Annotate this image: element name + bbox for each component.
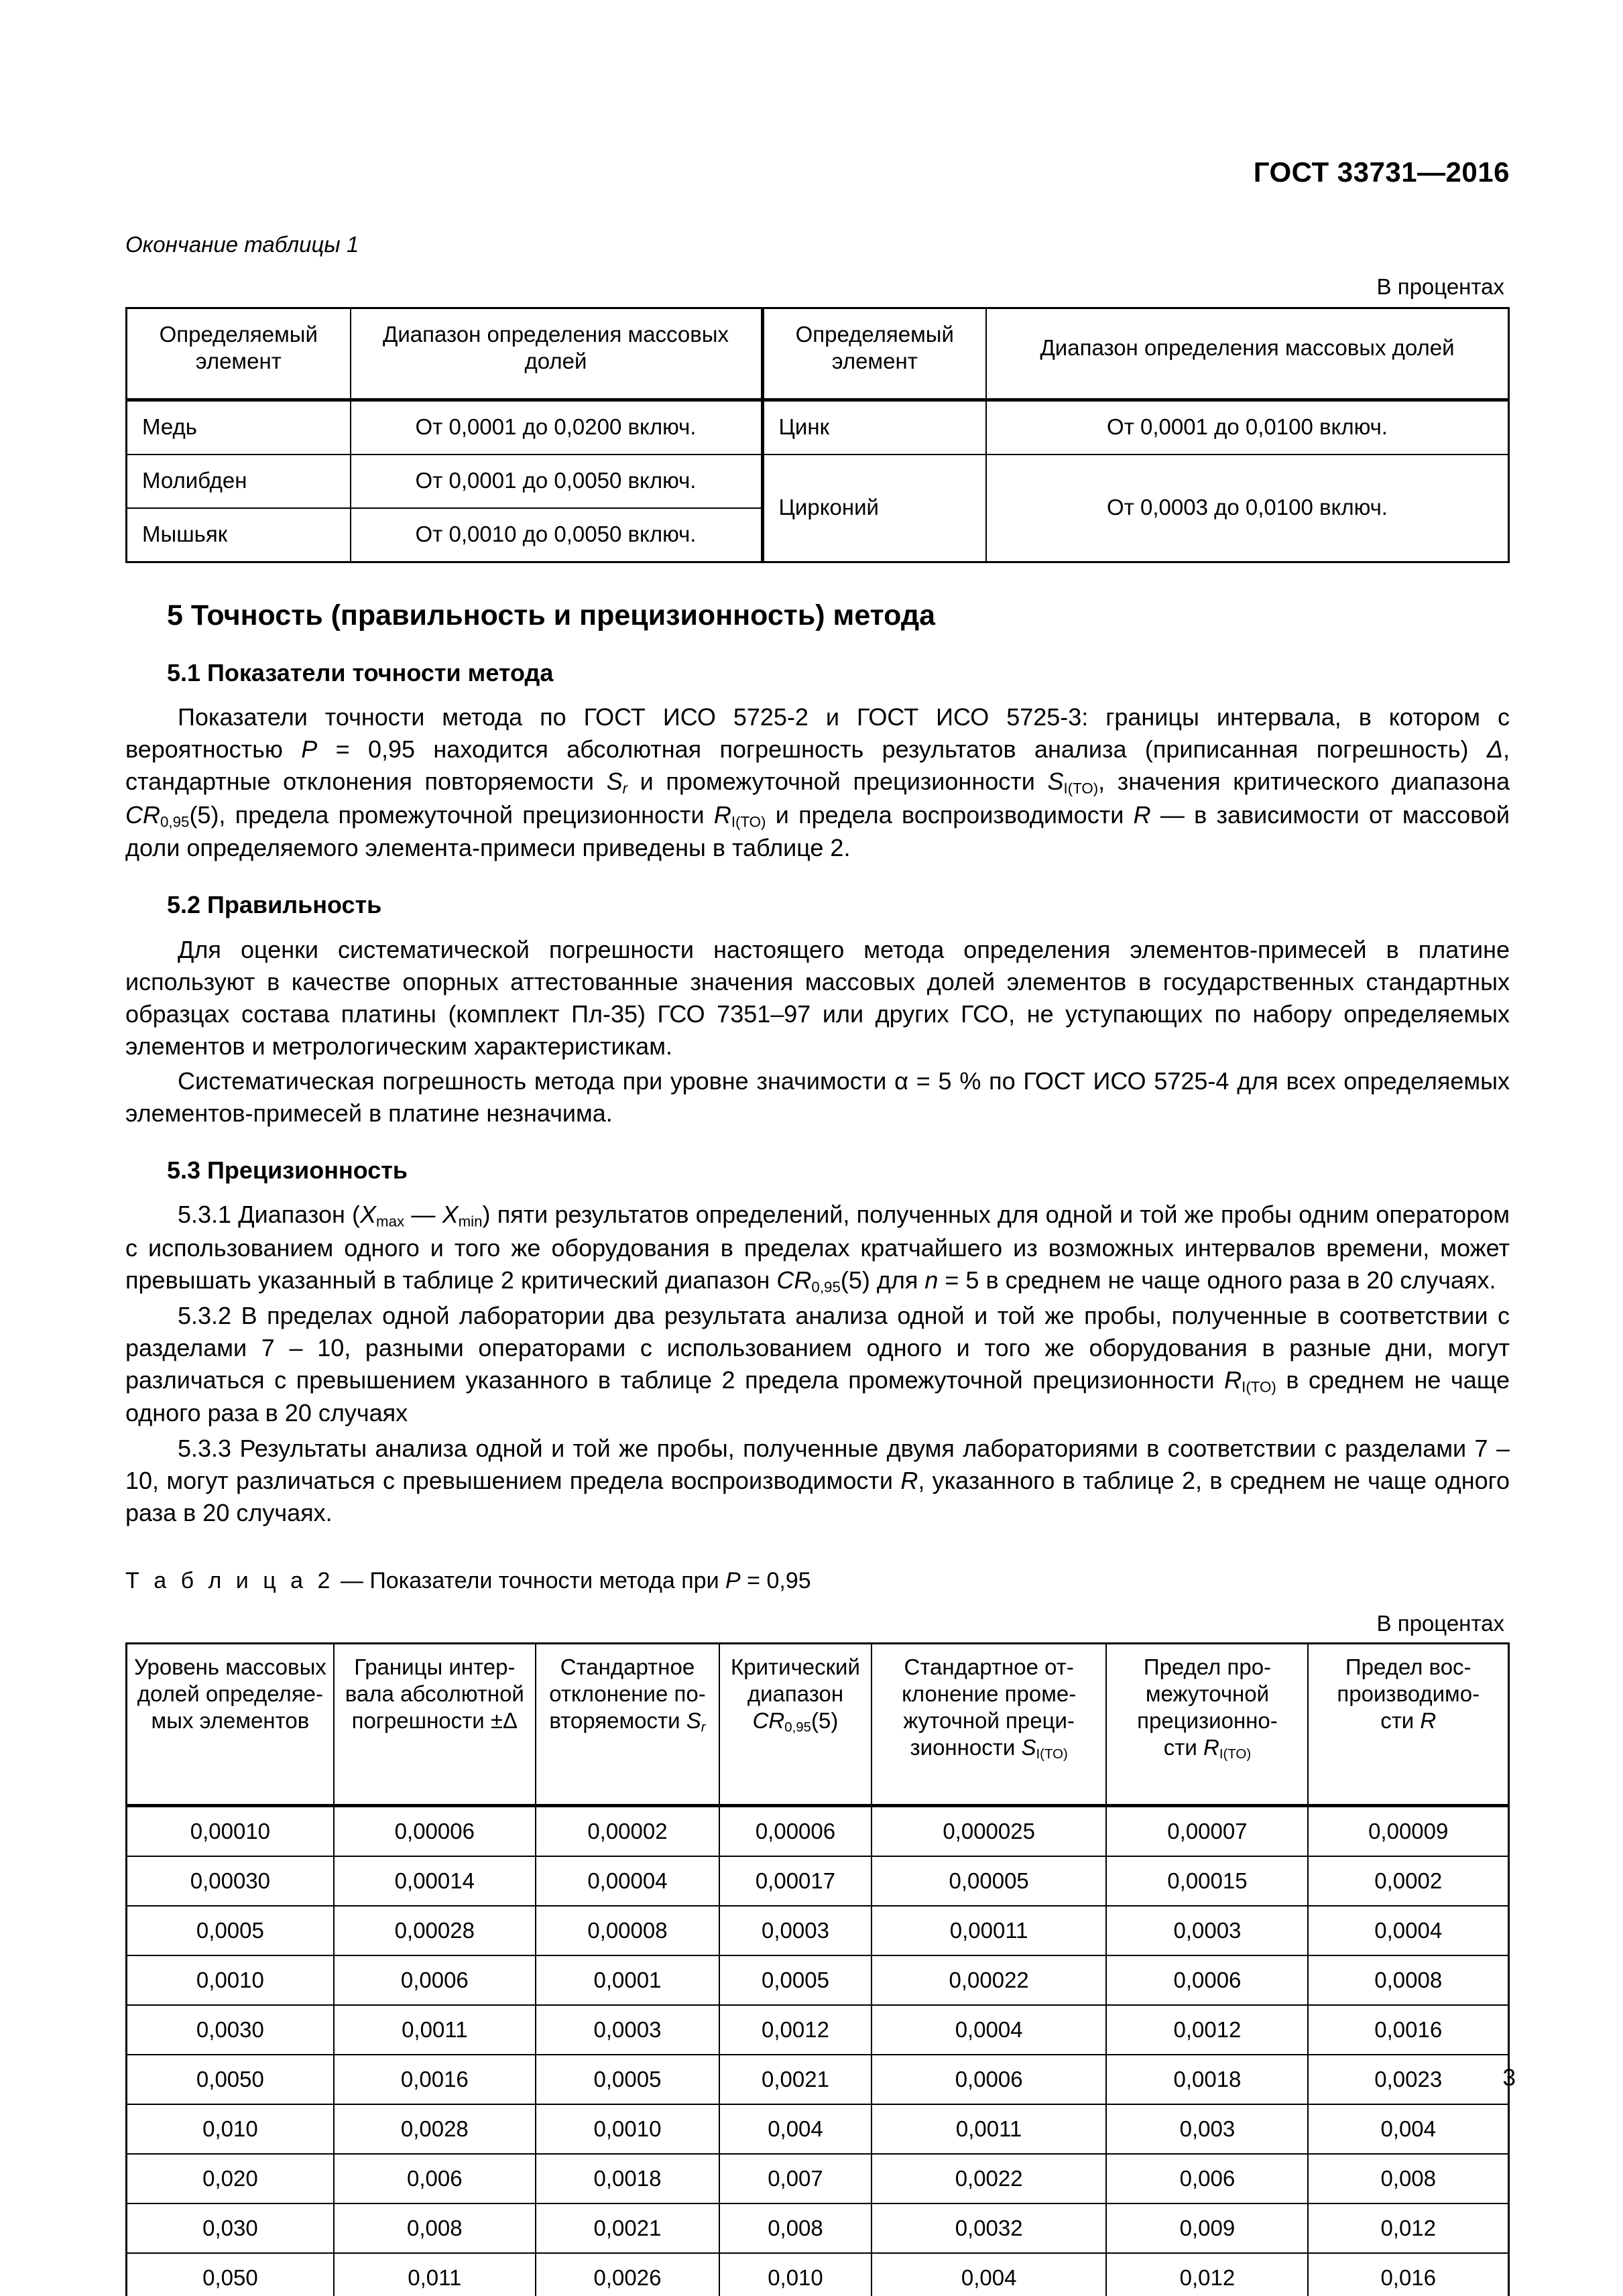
table2-cell: 0,004: [871, 2253, 1107, 2296]
table1-cell-element: Цинк: [762, 400, 986, 455]
table-row: [127, 1906, 1509, 1955]
symbol-delta: Δ: [1486, 735, 1503, 764]
table-row: [127, 2104, 1509, 2154]
table-row: [127, 2203, 1509, 2253]
p51-part4: и промежуточной прецизионности: [627, 768, 1048, 796]
table1-units-note: В процентах: [1376, 274, 1504, 299]
table2-cell: 0,00009: [1308, 1805, 1508, 1856]
table2-col-absolute-error-bounds: [334, 1643, 536, 1805]
page-number: 3: [1502, 2065, 1516, 2091]
table2-caption-label: Т а б л и ц а 2: [125, 1567, 335, 1593]
table2-cell: 0,0012: [719, 2005, 871, 2055]
symbol-Xmax-subscript: max: [376, 1213, 405, 1230]
symbol-P: P: [725, 1567, 741, 1593]
table2-cell: 0,0005: [536, 2055, 719, 2104]
table2-cell: 0,0005: [719, 1955, 871, 2005]
table-row: [127, 2154, 1509, 2203]
table1-col-range-left: Диапазон определения массовых долей: [351, 308, 762, 400]
symbol-Xmin-subscript: min: [458, 1213, 483, 1230]
table2-cell: 0,000025: [871, 1805, 1107, 1856]
symbol-R: R: [900, 1466, 918, 1494]
table2-cell: 0,008: [719, 2203, 871, 2253]
paragraph-5-2-a: Для оценки систематической погрешности настоящего метода определения элементов-примесей в платине используют в качестве опорных аттестованные значения массовых долей элементов в государственных стандартных образцах состава платины (комплект Пл-35) ГСО 7351–97 или других ГСО, не уступающих по набору определяемых элементов и метрологическим характеристикам.: [125, 935, 1510, 1060]
table1-header-row: [127, 308, 1509, 400]
table2-cell: 0,0006: [871, 2055, 1107, 2104]
section-5-3-heading: 5.3 Прецизионность: [167, 1156, 408, 1184]
table2-cell: 0,0005: [127, 1906, 334, 1955]
symbol-RI: R: [713, 800, 731, 829]
hdr-line: Предел вос-: [1345, 1654, 1471, 1679]
table2-cell: 0,00008: [536, 1906, 719, 1955]
table2-cell: 0,0012: [1106, 2005, 1308, 2055]
hdr-line: Уровень массовых: [133, 1654, 326, 1679]
table2-cell: 0,004: [719, 2104, 871, 2154]
table2-col-intermediate-precision-sd: [871, 1643, 1107, 1805]
table2-caption-dash: —: [334, 1567, 370, 1593]
p532-part2: в среднем не чаще одного раза в 20 случаях: [125, 1366, 1510, 1427]
table2-cell: 0,00028: [334, 1906, 536, 1955]
table-impurity-ranges: [125, 307, 1510, 563]
table2-col-critical-range: [719, 1643, 871, 1805]
table2-cell: 0,009: [1106, 2203, 1308, 2253]
table2-cell: 0,0023: [1308, 2055, 1508, 2104]
table2-cell: 0,0022: [871, 2154, 1107, 2203]
symbol-R-subscript: I(TO): [1219, 1746, 1252, 1762]
table2-cell: 0,0004: [871, 2005, 1107, 2055]
table2-caption-value: = 0,95: [740, 1567, 811, 1593]
table-row: [127, 2055, 1509, 2104]
table-row: [127, 1955, 1509, 2005]
table2-cell: 0,00015: [1106, 1856, 1308, 1906]
symbol-CR-tail: (5): [811, 1708, 839, 1734]
table2-cell: 0,0018: [1106, 2055, 1308, 2104]
table2-cell: 0,0008: [1308, 1955, 1508, 2005]
table-precision-indicators: [125, 1642, 1510, 2296]
table1-col-range-right: Диапазон определения массовых долей: [986, 308, 1508, 400]
table-row: [127, 1856, 1509, 1906]
table1-cell-range: От 0,0001 до 0,0200 включ.: [351, 400, 762, 455]
table2-cell: 0,010: [127, 2104, 334, 2154]
symbol-CR: CR: [776, 1266, 812, 1294]
symbol-R: R: [1420, 1708, 1437, 1734]
symbol-Sr: S: [606, 768, 623, 796]
table2-cell: 0,00007: [1106, 1805, 1308, 1856]
table2-cell: 0,016: [1308, 2253, 1508, 2296]
symbol-Xmin: X: [442, 1201, 459, 1229]
hdr-line: мых элементов: [151, 1708, 310, 1734]
hdr-line: зионности: [910, 1735, 1016, 1760]
symbol-CR: CR: [125, 800, 160, 829]
table2-cell: 0,0010: [127, 1955, 334, 2005]
table2-cell: 0,00014: [334, 1856, 536, 1906]
p51-part5: , значения критического диапазона: [1098, 768, 1510, 796]
table2-cell: 0,030: [127, 2203, 334, 2253]
symbol-P: P: [301, 735, 318, 764]
section-5-1-heading: 5.1 Показатели точности метода: [167, 658, 554, 686]
table1-cell-range: От 0,0001 до 0,0100 включ.: [986, 400, 1508, 455]
table2-cell: 0,0018: [536, 2154, 719, 2203]
paragraph-5-3-3: [125, 1433, 1510, 1529]
table2-cell: 0,020: [127, 2154, 334, 2203]
paragraph-5-2-b: Систематическая погрешность метода при уровне значимости α = 5 % по ГОСТ ИСО 5725-4 для всех определяемых элементов-примесей в платине незначима.: [125, 1067, 1510, 1127]
table2-cell: 0,00005: [871, 1856, 1107, 1906]
hdr-line: Стандартное от-: [904, 1654, 1074, 1679]
hdr-line: вторяемости: [549, 1708, 680, 1734]
symbol-CR-subscript: 0,95: [811, 1278, 841, 1296]
table1-col-element-left: Определяемый элемент: [127, 308, 351, 400]
table2-cell: 0,0021: [719, 2055, 871, 2104]
symbol-SI-subscript: I(TO): [1063, 780, 1099, 797]
hdr-line: Предел про-: [1143, 1654, 1272, 1679]
p51-part7: и предела воспроизводимости: [766, 800, 1134, 829]
symbol-RI-subscript: I(TO): [731, 813, 766, 831]
table2-cell: 0,0032: [871, 2203, 1107, 2253]
hdr-line: сти: [1380, 1708, 1415, 1734]
table2-caption-text: Показатели точности метода при: [369, 1567, 726, 1593]
table-row: [127, 400, 1509, 455]
hdr-line: долей определяе-: [137, 1681, 324, 1706]
symbol-S: S: [686, 1708, 701, 1734]
hdr-line: Границы интер-: [354, 1654, 516, 1679]
p531-part3: (5) для: [840, 1266, 925, 1294]
symbol-R: R: [1133, 800, 1151, 829]
table2-cell: 0,0016: [334, 2055, 536, 2104]
paragraph-5-3-2: [125, 1300, 1510, 1430]
table2-cell: 0,00010: [127, 1805, 334, 1856]
table2-cell: 0,012: [1308, 2203, 1508, 2253]
hdr-line: диапазон: [747, 1681, 844, 1706]
table2-units-note: В процентах: [1376, 1610, 1504, 1636]
table2-col-repeatability-sd: [536, 1643, 719, 1805]
symbol-CR-subscript: 0,95: [160, 813, 190, 831]
symbol-S-subscript: r: [701, 1719, 706, 1736]
table1-cell-range: От 0,0003 до 0,0100 включ.: [986, 455, 1508, 562]
hdr-line: Критический: [731, 1654, 860, 1679]
symbol-CR: CR: [752, 1708, 785, 1734]
p533-part2: , указанного в таблице 2, в среднем не чаще одного раза в 20 случаях.: [125, 1466, 1510, 1526]
p531-part1: 5.3.1 Диапазон (: [178, 1201, 361, 1229]
p533-part1: 5.3.3 Результаты анализа одной и той же пробы, полученные двумя лабораториями в соответствии с разделами 7 – 10, могут различаться с превышением предела воспроизводимости: [125, 1434, 1510, 1494]
table-row: [127, 2005, 1509, 2055]
table2-cell: 0,0011: [334, 2005, 536, 2055]
paragraph-5-3-1: [125, 1199, 1510, 1297]
table2-header-row: [127, 1643, 1509, 1805]
table2-cell: 0,0028: [334, 2104, 536, 2154]
table2-cell: 0,006: [1106, 2154, 1308, 2203]
table2-cell: 0,004: [1308, 2104, 1508, 2154]
table2-cell: 0,050: [127, 2253, 334, 2296]
symbol-RI: R: [1224, 1366, 1242, 1394]
table2-cell: 0,0016: [1308, 2005, 1508, 2055]
table2-col-reproducibility-limit: [1308, 1643, 1508, 1805]
table2-cell: 0,00004: [536, 1856, 719, 1906]
table2-cell: 0,007: [719, 2154, 871, 2203]
table2-caption: [125, 1569, 1510, 1592]
table2-cell: 0,0050: [127, 2055, 334, 2104]
table2-cell: 0,0026: [536, 2253, 719, 2296]
table2-cell: 0,0002: [1308, 1856, 1508, 1906]
table1-cell-element: Цирконий: [762, 455, 986, 562]
table2-col-mass-fraction-level: [127, 1643, 334, 1805]
table2-cell: 0,012: [1106, 2253, 1308, 2296]
table2-cell: 0,0011: [871, 2104, 1107, 2154]
hdr-line: сти: [1163, 1735, 1197, 1760]
table2-cell: 0,010: [719, 2253, 871, 2296]
symbol-SI: S: [1047, 768, 1064, 796]
symbol-S-subscript: I(TO): [1036, 1746, 1068, 1762]
table2-col-intermediate-precision-limit: [1106, 1643, 1308, 1805]
section-5-2-heading: 5.2 Правильность: [167, 891, 382, 919]
table2-cell: 0,003: [1106, 2104, 1308, 2154]
hdr-line: вала абсолютной: [345, 1681, 524, 1706]
table1-caption: Окончание таблицы 1: [125, 232, 359, 257]
paragraph-5-1: [125, 701, 1510, 864]
symbol-Xmax: X: [360, 1201, 377, 1229]
table2-cell: 0,008: [334, 2203, 536, 2253]
symbol-RI-subscript: I(TO): [1242, 1378, 1276, 1396]
p51-part6: (5), предела промежуточной прецизионности: [189, 800, 714, 829]
table-row: [127, 2253, 1509, 2296]
table-row: [127, 455, 1509, 508]
section-5-heading: 5 Точность (правильность и прецизионность) метода: [167, 599, 936, 631]
table2-cell: 0,011: [334, 2253, 536, 2296]
table-row: [127, 1805, 1509, 1856]
table2-cell: 0,00006: [334, 1805, 536, 1856]
table2-cell: 0,0003: [1106, 1906, 1308, 1955]
p531-part2: ) пяти результатов определений, полученных для одной и той же пробы одним оператором с использованием одного и того же оборудования в пределах кратчайшего из возможных интервалов времени, может превышать указанный в таблице 2 критический диапазон: [125, 1201, 1510, 1294]
table2-cell: 0,008: [1308, 2154, 1508, 2203]
table2-cell: 0,0003: [536, 2005, 719, 2055]
hdr-line: межуточной: [1145, 1681, 1270, 1706]
table2-cell: 0,0021: [536, 2203, 719, 2253]
symbol-R: R: [1203, 1735, 1219, 1760]
table2-cell: 0,0006: [1106, 1955, 1308, 2005]
table1-cell-element: Медь: [127, 400, 351, 455]
table2-cell: 0,0030: [127, 2005, 334, 2055]
hdr-line: отклонение по-: [549, 1681, 706, 1706]
symbol-S: S: [1021, 1735, 1036, 1760]
hdr-line: погрешности ±Δ: [351, 1708, 518, 1734]
table2-cell: 0,00017: [719, 1856, 871, 1906]
table1-cell-range: От 0,0010 до 0,0050 включ.: [351, 508, 762, 562]
p51-part3: , стандартные отклонения повторяемости: [125, 735, 1510, 796]
symbol-Sr-subscript: r: [622, 780, 628, 797]
p531-dash: —: [404, 1201, 442, 1229]
table1-col-element-right: Определяемый элемент: [762, 308, 986, 400]
p531-part4: = 5 в среднем не чаще одного раза в 20 случаях.: [938, 1266, 1496, 1294]
table1-cell-range: От 0,0001 до 0,0050 включ.: [351, 455, 762, 508]
table2-cell: 0,0001: [536, 1955, 719, 2005]
p51-part8: — в зависимости от массовой доли определяемого элемента-примеси приведены в таблице 2.: [125, 800, 1510, 862]
hdr-line: жуточной преци-: [903, 1708, 1075, 1734]
page-content: [125, 0, 1510, 2296]
p51-part2: = 0,95 находится абсолютная погрешность результатов анализа (приписанная погрешность): [317, 735, 1487, 764]
table2-cell: 0,0010: [536, 2104, 719, 2154]
table2-cell: 0,0004: [1308, 1906, 1508, 1955]
table2-cell: 0,006: [334, 2154, 536, 2203]
table2-cell: 0,00002: [536, 1805, 719, 1856]
standard-header: ГОСТ 33731—2016: [1253, 156, 1510, 188]
hdr-line: производимо-: [1337, 1681, 1480, 1706]
hdr-line: прецизионно-: [1137, 1708, 1278, 1734]
table2-cell: 0,00006: [719, 1805, 871, 1856]
hdr-line: Стандартное: [560, 1654, 695, 1679]
symbol-n: n: [924, 1266, 939, 1294]
table2-cell: 0,00011: [871, 1906, 1107, 1955]
table2-cell: 0,0003: [719, 1906, 871, 1955]
hdr-line: клонение проме-: [902, 1681, 1077, 1706]
table1-cell-element: Мышьяк: [127, 508, 351, 562]
table1-cell-element: Молибден: [127, 455, 351, 508]
table2-cell: 0,00022: [871, 1955, 1107, 2005]
table2-cell: 0,00030: [127, 1856, 334, 1906]
symbol-CR-subscript: 0,95: [784, 1719, 812, 1736]
p532-part1: 5.3.2 В пределах одной лаборатории два результата анализа одной и той же пробы, полученные в соответствии с разделами 7 – 10, разными операторами с использованием одного и того же оборудования в разные дни, могут различаться с превышением указанного в таблице 2 предела промежуточной прецизионности: [125, 1302, 1510, 1394]
table2-cell: 0,0006: [334, 1955, 536, 2005]
p51-part1: Показатели точности метода по ГОСТ ИСО 5725-2 и ГОСТ ИСО 5725-3: границы интервала, в котором с вероятностью: [125, 703, 1510, 764]
